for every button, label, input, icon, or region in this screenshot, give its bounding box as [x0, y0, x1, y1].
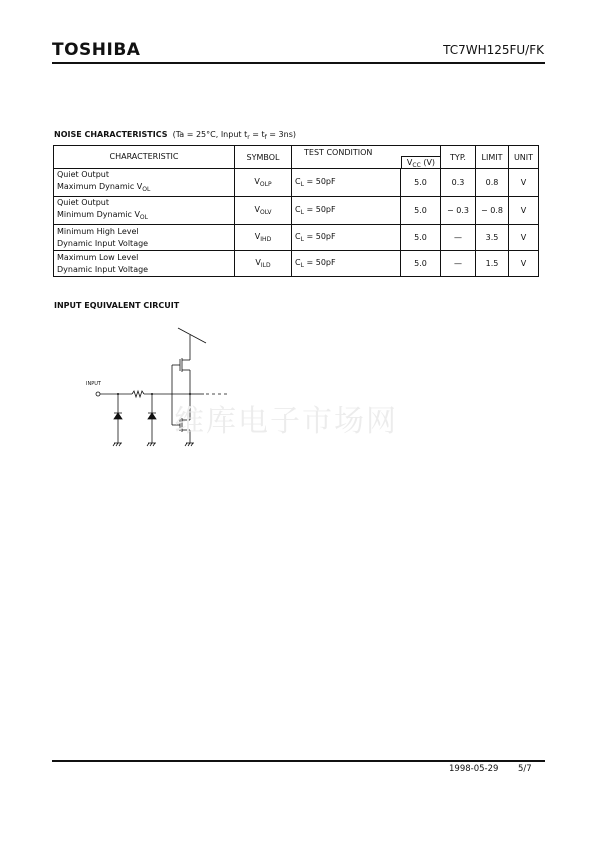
char-line2: Maximum Dynamic V	[57, 182, 143, 191]
vcc-unit: (V)	[420, 158, 436, 167]
condition-value: = 50pF	[303, 205, 336, 214]
cell-typ: —	[441, 225, 476, 251]
char-line1: Quiet Output	[57, 170, 109, 179]
vcc-v-label: V	[406, 158, 413, 167]
pmos-transistor-icon	[180, 345, 190, 394]
tf-subscript: f	[264, 134, 267, 141]
char-line2: Dynamic Input Voltage	[57, 238, 149, 248]
cell-symbol	[235, 251, 292, 277]
cell-characteristic	[54, 197, 235, 225]
cell-unit: V	[509, 197, 539, 225]
char-subscript: OL	[142, 186, 151, 193]
cell-characteristic	[54, 225, 235, 251]
table-row	[54, 169, 539, 197]
condition-subscript: L	[300, 262, 304, 269]
cell-vcc: 5.0	[401, 225, 441, 251]
ground-icon	[113, 443, 122, 446]
col-vcc	[401, 156, 440, 168]
header-rule	[52, 62, 545, 64]
condition-subscript: L	[300, 181, 304, 188]
col-characteristic: CHARACTERISTIC	[54, 146, 235, 169]
cell-characteristic	[54, 251, 235, 277]
junction-dot	[117, 393, 119, 395]
col-test-condition	[292, 146, 441, 169]
noise-characteristics-table	[53, 145, 539, 277]
ground-icon	[147, 443, 156, 446]
ground-icon	[185, 443, 194, 446]
symbol-text: V	[254, 177, 260, 186]
cell-symbol	[235, 169, 292, 197]
noise-section-title	[54, 130, 296, 141]
cell-symbol	[235, 197, 292, 225]
noise-condition-suffix: = 3ns)	[266, 130, 296, 139]
noise-condition-mid: = t	[249, 130, 265, 139]
cell-symbol	[235, 225, 292, 251]
circuit-section-title: INPUT EQUIVALENT CIRCUIT	[54, 301, 180, 310]
symbol-text: V	[254, 232, 261, 241]
cell-characteristic	[54, 169, 235, 197]
condition-text: C	[295, 177, 301, 186]
cell-typ: − 0.3	[441, 197, 476, 225]
footer-date: 1998-05-29	[449, 764, 499, 774]
col-limit: LIMIT	[476, 146, 509, 169]
diode-icon	[148, 413, 156, 419]
cell-unit: V	[509, 225, 539, 251]
noise-condition-prefix: (Ta = 25°C, Input t	[172, 130, 248, 139]
symbol-text: V	[255, 258, 261, 267]
col-typ: TYP.	[441, 146, 476, 169]
vcc-rail	[178, 328, 206, 343]
condition-text: C	[295, 258, 301, 267]
footer-rule	[52, 760, 545, 762]
char-subscript: OL	[139, 214, 148, 221]
symbol-subscript: ILD	[260, 262, 271, 269]
vcc-subscript: CC	[412, 162, 421, 169]
input-label: INPUT	[86, 381, 101, 387]
noise-condition	[173, 130, 296, 139]
condition-value: = 50pF	[303, 177, 336, 186]
input-terminal-icon	[96, 392, 100, 396]
col-test-condition-label: TEST CONDITION	[304, 148, 373, 157]
char-line1: Minimum High Level	[57, 226, 139, 236]
cell-limit: 1.5	[476, 251, 509, 277]
condition-subscript: L	[300, 209, 304, 216]
symbol-subscript: OLP	[259, 181, 272, 188]
condition-text: C	[295, 232, 301, 241]
cell-unit: V	[509, 251, 539, 277]
tr-subscript: r	[247, 134, 250, 141]
cell-typ: 0.3	[441, 169, 476, 197]
resistor-icon	[132, 391, 144, 397]
cell-limit: 0.8	[476, 169, 509, 197]
condition-value: = 50pF	[303, 232, 336, 241]
cell-limit: 3.5	[476, 225, 509, 251]
table-row	[54, 225, 539, 251]
char-line1: Quiet Output	[57, 198, 109, 207]
cell-unit: V	[509, 169, 539, 197]
condition-subscript: L	[300, 236, 304, 243]
table-row	[54, 197, 539, 225]
char-line2: Dynamic Input Voltage	[57, 264, 149, 274]
cell-condition	[292, 169, 401, 197]
diode-icon	[114, 413, 122, 419]
junction-dot	[151, 393, 153, 395]
cell-condition	[292, 225, 401, 251]
table-header-row	[54, 146, 539, 169]
col-unit: UNIT	[509, 146, 539, 169]
cell-typ: —	[441, 251, 476, 277]
cell-vcc: 5.0	[401, 197, 441, 225]
symbol-subscript: IHD	[260, 236, 272, 243]
footer-page-number: 5/7	[518, 764, 532, 774]
condition-value: = 50pF	[303, 258, 336, 267]
condition-text: C	[295, 205, 301, 214]
symbol-subscript: OLV	[259, 209, 272, 216]
char-line2: Minimum Dynamic V	[57, 210, 140, 219]
cell-limit: − 0.8	[476, 197, 509, 225]
table-row	[54, 251, 539, 277]
brand-logo: TOSHIBA	[52, 40, 141, 60]
part-number: TC7WH125FU/FK	[443, 43, 544, 57]
col-symbol: SYMBOL	[235, 146, 292, 169]
cell-vcc: 5.0	[401, 251, 441, 277]
noise-title-text: NOISE CHARACTERISTICS	[54, 130, 168, 139]
cell-condition	[292, 251, 401, 277]
watermark: 维库电子市场网	[174, 404, 398, 439]
char-line1: Maximum Low Level	[57, 252, 139, 262]
cell-vcc: 5.0	[401, 169, 441, 197]
cell-condition	[292, 197, 401, 225]
symbol-text: V	[254, 205, 260, 214]
